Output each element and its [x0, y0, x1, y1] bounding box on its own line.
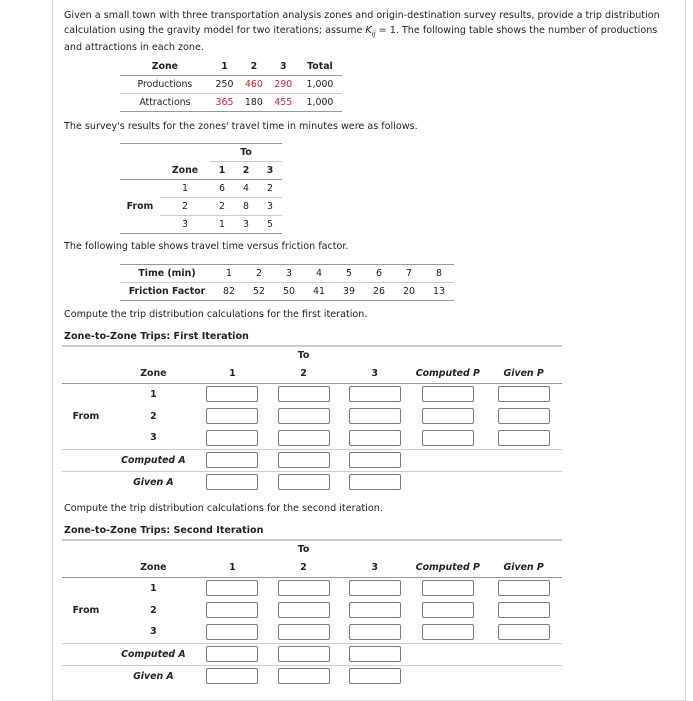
given-a-input-3[interactable] — [349, 474, 401, 490]
computed-a-input-1[interactable] — [206, 452, 258, 468]
friction-factor-table — [120, 264, 454, 301]
given-p-input-3[interactable] — [498, 624, 550, 640]
col-header-1: 1 — [197, 364, 268, 383]
ff-factor: 39 — [334, 283, 364, 301]
computed-a-input-3[interactable] — [349, 646, 401, 662]
given-a-input-1[interactable] — [206, 668, 258, 684]
pa-header-3: 3 — [269, 58, 298, 76]
trip-input-2-2[interactable] — [278, 602, 330, 618]
ff-factor: 13 — [424, 283, 454, 301]
iteration1-prompt: Compute the trip distribution calculations for the first iteration. — [64, 309, 368, 320]
given-a-input-2[interactable] — [278, 668, 330, 684]
trip-input-1-3[interactable] — [349, 580, 401, 596]
trip-input-2-1[interactable] — [206, 602, 258, 618]
to-label: To — [268, 540, 339, 558]
given-p-input-1[interactable] — [498, 386, 550, 402]
row-label-2: 2 — [150, 604, 157, 616]
computed-a-input-1[interactable] — [206, 646, 258, 662]
given-a-input-3[interactable] — [349, 668, 401, 684]
productions-label: Productions — [120, 76, 210, 94]
given-p-input-2[interactable] — [498, 602, 550, 618]
tt-zone-label: Zone — [160, 162, 210, 180]
attractions-3: 455 — [269, 94, 298, 112]
iteration2-title: Zone-to-Zone Trips: Second Iteration — [64, 525, 264, 536]
iteration1-form — [62, 345, 562, 493]
row-label-3: 3 — [150, 626, 157, 638]
given-a-input-1[interactable] — [206, 474, 258, 490]
tt-cell: 3 — [234, 216, 258, 234]
trip-input-3-1[interactable] — [206, 430, 258, 446]
computed-p-input-2[interactable] — [422, 408, 474, 424]
productions-2: 460 — [239, 76, 268, 94]
trip-input-1-1[interactable] — [206, 580, 258, 596]
trip-input-2-3[interactable] — [349, 602, 401, 618]
given-a-label: Given A — [110, 471, 197, 493]
col-header-2: 2 — [268, 558, 339, 577]
row-label-3: 3 — [150, 432, 157, 444]
from-label: From — [72, 410, 100, 422]
travel-time-table — [120, 143, 282, 234]
given-a-label: Given A — [110, 665, 197, 687]
pa-header-1: 1 — [210, 58, 239, 76]
attractions-label: Attractions — [120, 94, 210, 112]
tt-to-label: To — [210, 144, 282, 162]
tt-row-zone: 1 — [160, 180, 210, 198]
tt-cell: 2 — [210, 198, 234, 216]
computed-p-input-3[interactable] — [422, 624, 474, 640]
ff-time: 4 — [304, 265, 334, 283]
trip-input-3-3[interactable] — [349, 624, 401, 640]
tt-cell: 5 — [258, 216, 282, 234]
zone-label: Zone — [110, 364, 197, 383]
given-p-input-3[interactable] — [498, 430, 550, 446]
col-header-1: 1 — [197, 558, 268, 577]
ff-factor-label: Friction Factor — [120, 283, 214, 301]
ff-time-label: Time (min) — [120, 265, 214, 283]
given-p-header: Given P — [485, 558, 562, 577]
friction-text: The following table shows travel time versus friction factor. — [64, 241, 349, 252]
trip-input-2-2[interactable] — [278, 408, 330, 424]
survey-text: The survey's results for the zones' travel time in minutes were as follows. — [64, 121, 418, 132]
productions-total: 1,000 — [298, 76, 342, 94]
computed-p-header: Computed P — [410, 364, 485, 383]
computed-p-input-1[interactable] — [422, 386, 474, 402]
ff-factor: 41 — [304, 283, 334, 301]
col-header-3: 3 — [339, 364, 410, 383]
tt-row-zone: 3 — [160, 216, 210, 234]
tt-from-label: From — [120, 180, 160, 234]
productions-attractions-table — [120, 58, 342, 112]
attractions-total: 1,000 — [298, 94, 342, 112]
problem-statement — [64, 9, 664, 55]
ff-factor: 20 — [394, 283, 424, 301]
trip-input-1-2[interactable] — [278, 386, 330, 402]
zone-label: Zone — [110, 558, 197, 577]
row-label-1: 1 — [150, 388, 157, 400]
pa-header-total: Total — [298, 58, 342, 76]
given-p-input-2[interactable] — [498, 408, 550, 424]
ff-time: 6 — [364, 265, 394, 283]
tt-cell: 4 — [234, 180, 258, 198]
ff-time: 3 — [274, 265, 304, 283]
tt-cell: 8 — [234, 198, 258, 216]
trip-input-3-2[interactable] — [278, 430, 330, 446]
trip-input-2-1[interactable] — [206, 408, 258, 424]
trip-input-3-2[interactable] — [278, 624, 330, 640]
trip-input-2-3[interactable] — [349, 408, 401, 424]
pa-header-zone: Zone — [120, 58, 210, 76]
from-label: From — [72, 604, 100, 616]
attractions-2: 180 — [239, 94, 268, 112]
computed-p-input-3[interactable] — [422, 430, 474, 446]
given-a-input-2[interactable] — [278, 474, 330, 490]
given-p-header: Given P — [485, 364, 562, 383]
tt-col-2: 2 — [234, 162, 258, 180]
ff-time: 8 — [424, 265, 454, 283]
ff-time: 2 — [244, 265, 274, 283]
col-header-2: 2 — [268, 364, 339, 383]
productions-1: 250 — [210, 76, 239, 94]
computed-p-input-2[interactable] — [422, 602, 474, 618]
iteration2-prompt: Compute the trip distribution calculations for the second iteration. — [64, 503, 383, 514]
computed-p-header: Computed P — [410, 558, 485, 577]
ff-time: 5 — [334, 265, 364, 283]
row-label-2: 2 — [150, 410, 157, 422]
trip-input-1-2[interactable] — [278, 580, 330, 596]
ff-time: 1 — [214, 265, 244, 283]
tt-col-1: 1 — [210, 162, 234, 180]
intro-text: Given a small town with three transportation analysis zones and origin-destination survey results, provide a trip distribution calculation using the gravity model for two iterations; assume — [64, 10, 660, 36]
col-header-3: 3 — [339, 558, 410, 577]
tt-col-3: 3 — [258, 162, 282, 180]
row-label-1: 1 — [150, 582, 157, 594]
tt-cell: 6 — [210, 180, 234, 198]
tt-cell: 2 — [258, 180, 282, 198]
productions-3: 290 — [269, 76, 298, 94]
computed-a-label: Computed A — [110, 449, 197, 471]
ff-factor: 52 — [244, 283, 274, 301]
tt-cell: 3 — [258, 198, 282, 216]
trip-input-1-3[interactable] — [349, 386, 401, 402]
ff-factor: 50 — [274, 283, 304, 301]
computed-a-input-2[interactable] — [278, 646, 330, 662]
computed-p-input-1[interactable] — [422, 580, 474, 596]
tt-row-zone: 2 — [160, 198, 210, 216]
iteration1-title: Zone-to-Zone Trips: First Iteration — [64, 331, 249, 342]
computed-a-input-3[interactable] — [349, 452, 401, 468]
ff-factor: 82 — [214, 283, 244, 301]
trip-input-1-1[interactable] — [206, 386, 258, 402]
computed-a-input-2[interactable] — [278, 452, 330, 468]
tt-cell: 1 — [210, 216, 234, 234]
intro-text-end: = 1. The following table shows the number of productions and attractions in each zone. — [64, 24, 658, 53]
ff-factor: 26 — [364, 283, 394, 301]
pa-header-2: 2 — [239, 58, 268, 76]
attractions-1: 365 — [210, 94, 239, 112]
ff-time: 7 — [394, 265, 424, 283]
trip-input-3-3[interactable] — [349, 430, 401, 446]
iteration2-form — [62, 539, 562, 687]
given-p-input-1[interactable] — [498, 580, 550, 596]
k-ij-symbol: $K_{ij}$ — [365, 24, 376, 38]
to-label: To — [268, 346, 339, 364]
computed-a-label: Computed A — [110, 643, 197, 665]
trip-input-3-1[interactable] — [206, 624, 258, 640]
